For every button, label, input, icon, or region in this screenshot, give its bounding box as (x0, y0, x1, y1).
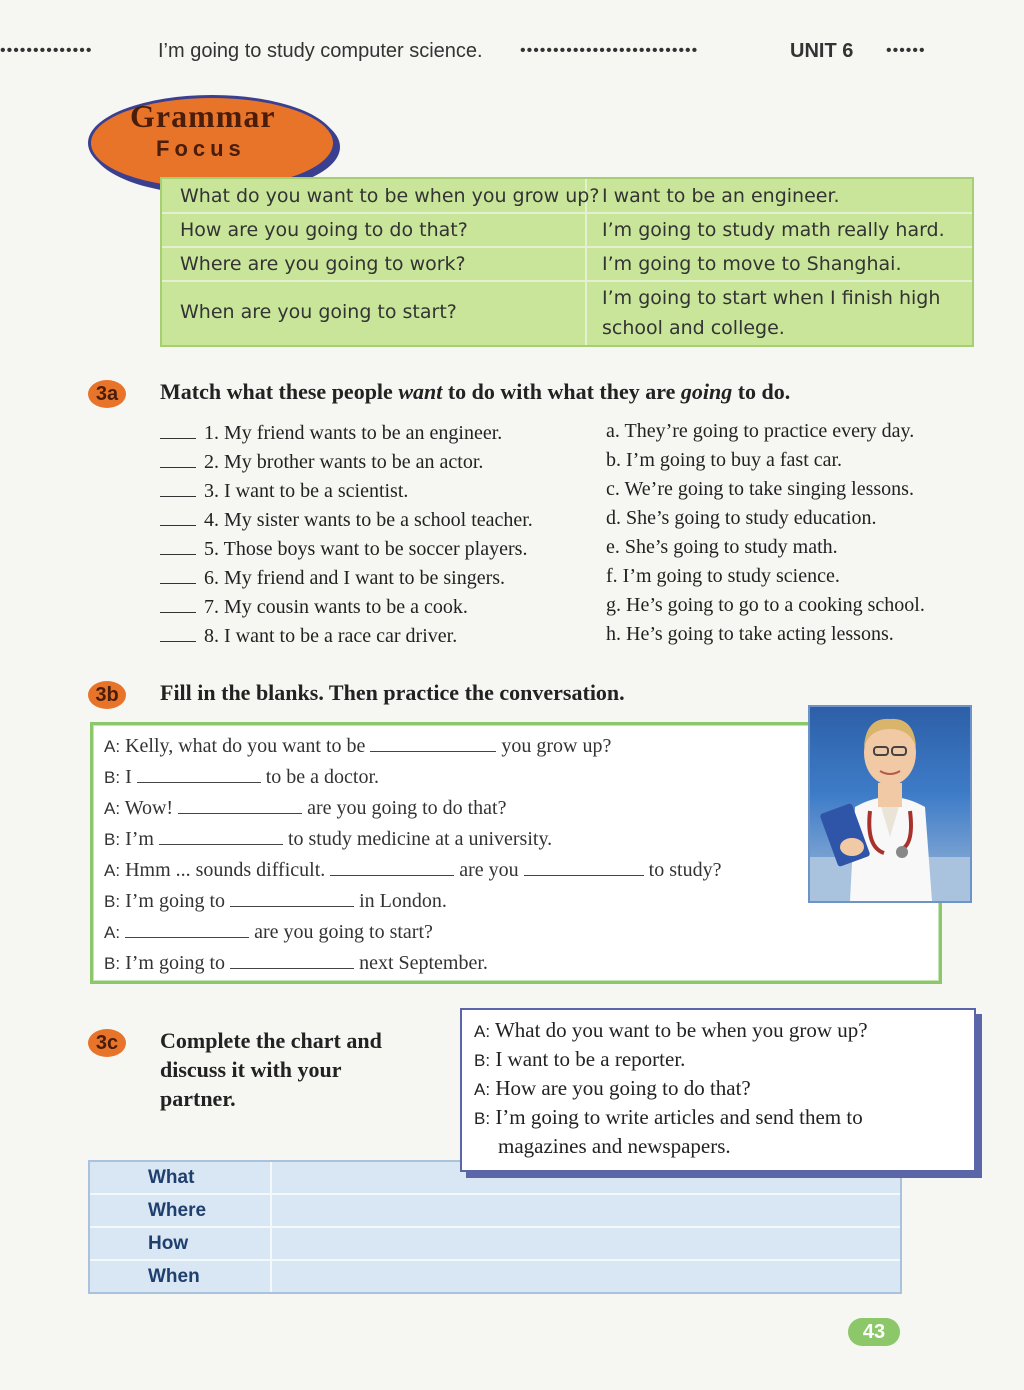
chart-row-divider (90, 1193, 900, 1195)
section-3c-label: 3c (88, 1029, 126, 1057)
grammar-question: How are you going to do that? (180, 219, 468, 241)
grammar-answer-line1: I’m going to start when I finish high (602, 287, 941, 309)
match-item-right: f. I’m going to study science. (606, 565, 840, 587)
answer-blank[interactable] (160, 565, 196, 584)
fill-blank[interactable] (178, 795, 302, 814)
match-item-right: g. He’s going to go to a cooking school. (606, 594, 925, 616)
match-item-right: e. She’s going to study math. (606, 536, 838, 558)
conversation-line: A: are you going to start? (104, 921, 433, 943)
doctor-photo (808, 705, 972, 903)
chart-row-label: What (148, 1167, 195, 1188)
grammar-answer-line2: school and college. (602, 317, 785, 339)
match-item-right: b. I’m going to buy a fast car. (606, 449, 843, 471)
answer-blank[interactable] (160, 594, 196, 613)
chart-row-divider (90, 1226, 900, 1228)
answer-blank[interactable] (160, 449, 196, 468)
match-item-right: c. We’re going to take singing lessons. (606, 478, 914, 500)
answer-blank[interactable] (160, 507, 196, 526)
conversation-line: A: Wow! are you going to do that? (104, 797, 507, 819)
match-item-left: 8. I want to be a race car driver. (160, 623, 457, 648)
grammar-question: What do you want to be when you grow up? (180, 185, 600, 207)
fill-blank[interactable] (159, 826, 283, 845)
match-item-left: 7. My cousin wants to be a cook. (160, 594, 468, 619)
answer-blank[interactable] (160, 536, 196, 555)
fill-blank[interactable] (524, 857, 644, 876)
conversation-line: A: Hmm ... sounds difficult. are you to study? (104, 859, 722, 881)
answer-blank[interactable] (160, 420, 196, 439)
dialog-line: B: I’m going to write articles and send them to (474, 1105, 863, 1129)
conversation-line: A: Kelly, what do you want to be you grow up? (104, 735, 612, 757)
dialog-line: A: What do you want to be when you grow up? (474, 1018, 868, 1042)
chart-row-divider (90, 1259, 900, 1261)
match-item-left: 1. My friend wants to be an engineer. (160, 420, 502, 445)
match-item-left: 2. My brother wants to be an actor. (160, 449, 483, 474)
grammar-answer: I’m going to study math really hard. (602, 219, 945, 241)
fill-blank[interactable] (230, 950, 354, 969)
fill-blank[interactable] (137, 764, 261, 783)
section-3c-text-line1: Complete the chart and (160, 1028, 382, 1053)
chart-row-label: Where (148, 1200, 207, 1221)
page-number: 43 (848, 1318, 900, 1346)
dotted-rule-middle: ••••••••••••••••••••••••••• (520, 42, 699, 59)
match-item-left: 5. Those boys want to be soccer players. (160, 536, 527, 561)
example-dialog (460, 1008, 976, 1172)
section-3a-label: 3a (88, 380, 126, 408)
conversation-line: B: I’m going to in London. (104, 890, 447, 912)
match-item-right: h. He’s going to take acting lessons. (606, 623, 894, 645)
answer-blank[interactable] (160, 478, 196, 497)
match-item-right: a. They’re going to practice every day. (606, 420, 915, 442)
chart-row-label: How (148, 1233, 189, 1254)
conversation-line: B: I’m to study medicine at a university. (104, 828, 553, 850)
dotted-rule-right: •••••• (886, 42, 926, 59)
section-3b-title: Fill in the blanks. Then practice the conversation. (160, 680, 625, 705)
discussion-chart (88, 1160, 902, 1294)
section-3a-title: Match what these people want to do with what they are going to do. (160, 379, 791, 404)
row-divider (162, 280, 972, 282)
section-3c-text-line3: partner. (160, 1086, 236, 1111)
dotted-rule-left: •••••••••••••• (0, 42, 93, 59)
grammar-question: Where are you going to work? (180, 253, 466, 275)
fill-blank[interactable] (370, 733, 496, 752)
dialog-line: magazines and newspapers. (498, 1134, 731, 1158)
fill-blank[interactable] (330, 857, 454, 876)
grammar-answer: I want to be an engineer. (602, 185, 840, 207)
match-item-left: 6. My friend and I want to be singers. (160, 565, 505, 590)
page-header (0, 38, 1024, 70)
section-3c-text-line2: discuss it with your (160, 1057, 342, 1082)
conversation-line: B: I to be a doctor. (104, 766, 380, 788)
match-item-left: 3. I want to be a scientist. (160, 478, 408, 503)
conversation-line: B: I’m going to next September. (104, 952, 488, 974)
badge-title: Grammar (130, 98, 276, 134)
section-3b-label: 3b (88, 681, 126, 709)
fill-blank[interactable] (230, 888, 354, 907)
header-title: I’m going to study computer science. (158, 40, 483, 62)
answer-blank[interactable] (160, 623, 196, 642)
grammar-table (160, 177, 974, 347)
doctor-illustration (810, 707, 970, 901)
match-item-left: 4. My sister wants to be a school teacher. (160, 507, 533, 532)
row-divider (162, 212, 972, 214)
fill-blank[interactable] (125, 919, 249, 938)
match-item-right: d. She’s going to study education. (606, 507, 877, 529)
badge-subtitle: Focus (156, 136, 246, 161)
grammar-question: When are you going to start? (180, 301, 457, 323)
grammar-answer: I’m going to move to Shanghai. (602, 253, 902, 275)
row-divider (162, 246, 972, 248)
dialog-line: B: I want to be a reporter. (474, 1047, 686, 1071)
dialog-line: A: How are you going to do that? (474, 1076, 751, 1100)
chart-row-label: When (148, 1266, 200, 1287)
unit-label: UNIT 6 (790, 40, 854, 62)
